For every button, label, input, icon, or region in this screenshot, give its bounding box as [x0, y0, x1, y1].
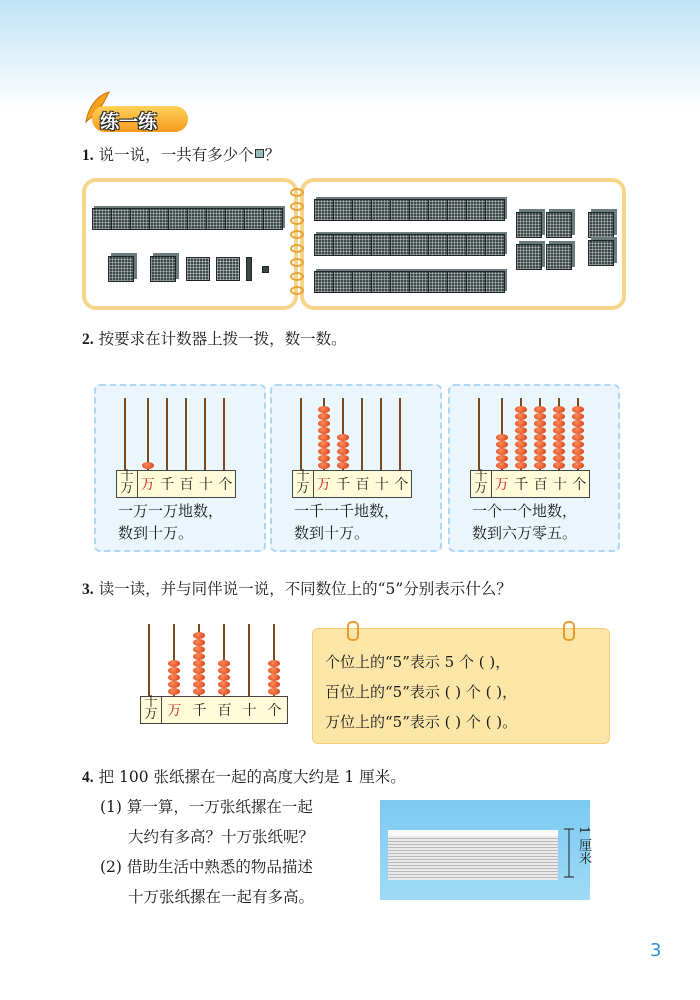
thousand-cube	[333, 271, 353, 293]
sub-question-1a: (1) 算一算，一万张纸摞在一起	[100, 798, 313, 816]
thousand-cube	[466, 271, 486, 293]
counter-3-bead	[496, 441, 508, 448]
thousand-cube	[314, 199, 334, 221]
counter-2-rod	[361, 398, 363, 470]
place-label-qian: 千	[514, 477, 529, 493]
thousand-cube	[206, 208, 226, 230]
place-label-shi_place: 十	[552, 477, 567, 493]
thousand-cube	[263, 208, 283, 230]
question-3-number: 3.	[82, 581, 94, 598]
reading-counter-rod	[148, 624, 150, 696]
fill-line-hundreds: 百位上的“5”表示 ( ) 个 ( )，	[325, 683, 518, 701]
cubes-panel-left	[82, 178, 298, 310]
reading-counter-bead	[193, 674, 205, 681]
thousand-cube	[485, 234, 505, 256]
counter-3-bead	[534, 406, 546, 413]
thousand-cube	[333, 199, 353, 221]
place-label-ge: 个	[218, 477, 233, 493]
thousand-cube	[108, 256, 134, 282]
place-label-qian: 千	[160, 477, 175, 493]
reading-counter-bead	[268, 667, 280, 674]
place-label-place_wan: 万	[140, 477, 155, 493]
place-label-text: 万	[144, 707, 158, 722]
place-label-text: 十	[120, 469, 134, 484]
thousand-cube	[428, 234, 448, 256]
counter-3-bead	[496, 462, 508, 469]
counter-3-bead	[515, 420, 527, 427]
counter-3-bead	[534, 427, 546, 434]
place-label-ten-thousands	[293, 471, 314, 497]
thousand-cube	[244, 208, 264, 230]
counter-2-bead	[318, 420, 330, 427]
thousand-cube	[466, 199, 486, 221]
reading-counter-bead	[168, 688, 180, 695]
height-bracket-icon	[564, 828, 574, 878]
counter-2-bead	[318, 413, 330, 420]
thousand-cube	[314, 271, 334, 293]
counter-3-bead	[515, 455, 527, 462]
counter-1-rod	[223, 398, 225, 470]
reading-counter-bead	[218, 674, 230, 681]
paper-stack	[388, 830, 558, 880]
thousand-cube	[371, 199, 391, 221]
place-label-text: 万	[296, 481, 310, 496]
question-3-text: 读一读，并与同伴说一说，不同数位上的“5”分别表示什么？	[98, 580, 512, 598]
counter-1-rod	[204, 398, 206, 470]
paper-clip-icon	[563, 621, 575, 641]
thousand-cube	[516, 212, 542, 238]
place-label-shi_place: 十	[198, 477, 213, 493]
reading-counter-base	[140, 696, 288, 724]
reading-counter-bead	[268, 674, 280, 681]
place-label-place_wan: 万	[316, 477, 331, 493]
reading-counter-bead	[168, 660, 180, 667]
reading-counter-bead	[268, 660, 280, 667]
thousand-cube	[447, 234, 467, 256]
thousand-cube	[371, 271, 391, 293]
counter-3-bead	[496, 434, 508, 441]
thousand-cube	[333, 234, 353, 256]
reading-counter-bead	[193, 653, 205, 660]
counter-3-bead	[515, 406, 527, 413]
thousand-cube	[352, 271, 372, 293]
counter-1-bead	[142, 462, 154, 469]
sub-question-2b: 十万张纸摞在一起有多高。	[128, 888, 315, 906]
question-2-number: 2.	[82, 331, 94, 348]
counter-3-bead	[534, 420, 546, 427]
counter-3-base	[470, 470, 590, 498]
reading-counter-bead	[193, 632, 205, 639]
thousand-cube	[409, 234, 429, 256]
thousand-cube	[485, 199, 505, 221]
counter-instruction: 数到十万。	[294, 524, 370, 542]
counter-instruction: 一个一个地数，	[472, 502, 578, 520]
height-label: 1 厘米	[576, 826, 591, 865]
question-1	[82, 144, 280, 167]
thousand-cube	[588, 240, 614, 266]
hundred-flat	[186, 257, 210, 281]
place-label-bai: 百	[355, 477, 370, 493]
reading-counter-bead	[193, 639, 205, 646]
fill-in-card	[312, 628, 610, 744]
place-label-text: 十	[144, 695, 158, 710]
reading-counter-bead	[193, 660, 205, 667]
reading-counter-bead	[268, 688, 280, 695]
place-label-ge: 个	[572, 477, 587, 493]
thousand-cube	[225, 208, 245, 230]
fill-line-ones: 个位上的“5”表示 5 个 ( )，	[325, 653, 511, 671]
counter-3-bead	[515, 462, 527, 469]
counter-2-bead	[318, 434, 330, 441]
thousand-cube	[390, 271, 410, 293]
thousand-cube	[352, 234, 372, 256]
place-label-ten-thousands	[141, 697, 162, 723]
reading-counter-bead	[193, 681, 205, 688]
counter-instruction: 一千一千地数，	[294, 502, 400, 520]
counter-2-rod	[380, 398, 382, 470]
page-number: 3	[650, 940, 662, 961]
section-badge	[82, 96, 190, 134]
reading-counter-bead	[218, 660, 230, 667]
place-label-text: 万	[474, 481, 488, 496]
counter-3-rod	[478, 398, 480, 470]
counter-3-bead	[534, 434, 546, 441]
counter-3-bead	[515, 413, 527, 420]
place-label-text: 十	[474, 469, 488, 484]
thousand-cube	[314, 234, 334, 256]
counter-2-rod	[300, 398, 302, 470]
thousand-cube	[428, 271, 448, 293]
unit-cube	[262, 266, 269, 273]
thousand-cube	[187, 208, 207, 230]
thousand-cube	[447, 199, 467, 221]
question-4-text: 把 100 张纸摞在一起的高度大约是 1 厘米。	[98, 768, 406, 786]
reading-counter-bead	[268, 681, 280, 688]
thousand-cube	[516, 244, 542, 270]
thousand-cube	[111, 208, 131, 230]
counter-3-bead	[534, 441, 546, 448]
thousand-cube	[390, 234, 410, 256]
reading-counter-bead	[168, 674, 180, 681]
counter-2-bead	[337, 434, 349, 441]
counter-2-bead	[337, 455, 349, 462]
counter-3-bead	[515, 434, 527, 441]
section-title: 练一练	[100, 111, 158, 133]
counter-instruction: 数到十万。	[118, 524, 194, 542]
place-label-text: 十	[296, 469, 310, 484]
reading-counter-bead	[168, 667, 180, 674]
reading-counter-bead	[218, 688, 230, 695]
question-2	[82, 328, 347, 351]
hundred-flat	[216, 257, 240, 281]
paper-stack-illustration	[380, 800, 590, 900]
counter-2-bead	[318, 406, 330, 413]
binder-rings	[290, 188, 304, 298]
counter-1-rod	[185, 398, 187, 470]
thousand-cube	[546, 212, 572, 238]
counter-2-base	[292, 470, 412, 498]
counter-2-bead	[337, 441, 349, 448]
unit-cube-icon	[255, 149, 264, 158]
counter-2-bead	[337, 462, 349, 469]
counter-1-rod	[147, 398, 149, 470]
counter-2-bead	[318, 455, 330, 462]
place-label-qian: 千	[192, 703, 207, 719]
question-4	[82, 766, 406, 789]
place-label-shi_place: 十	[374, 477, 389, 493]
counter-3-bead	[515, 448, 527, 455]
place-label-place_wan: 万	[494, 477, 509, 493]
counter-2-bead	[318, 448, 330, 455]
question-3	[82, 578, 512, 601]
thousand-cube	[130, 208, 150, 230]
counter-3-bead	[534, 413, 546, 420]
counter-2-bead	[318, 462, 330, 469]
reading-counter-rod	[248, 624, 250, 696]
place-label-qian: 千	[336, 477, 351, 493]
counter-1-rod	[124, 398, 126, 470]
counter-3-bead	[515, 441, 527, 448]
reading-counter-bead	[193, 646, 205, 653]
thousand-cube	[409, 199, 429, 221]
place-label-bai: 百	[533, 477, 548, 493]
counter-3-bead	[534, 462, 546, 469]
counter-instruction: 数到六万零五。	[472, 524, 578, 542]
thousand-cube	[546, 244, 572, 270]
counter-2-rod	[399, 398, 401, 470]
place-label-ten-thousands	[471, 471, 492, 497]
thousand-cube	[428, 199, 448, 221]
counter-3-bead	[515, 427, 527, 434]
place-label-ge: 个	[267, 703, 282, 719]
counter-3-bead	[534, 455, 546, 462]
place-label-bai: 百	[217, 703, 232, 719]
place-label-ten-thousands	[117, 471, 138, 497]
reading-counter-bead	[218, 681, 230, 688]
counter-1-rod	[166, 398, 168, 470]
thousand-cube	[390, 199, 410, 221]
counter-instruction: 一万一万地数，	[118, 502, 224, 520]
thousand-cube	[588, 212, 614, 238]
question-2-text: 按要求在计数器上拨一拨，数一数。	[98, 330, 347, 348]
counter-3-bead	[534, 448, 546, 455]
thousand-cube	[485, 271, 505, 293]
question-1-text: 说一说，一共有多少个	[98, 146, 254, 164]
reading-counter-bead	[193, 688, 205, 695]
place-label-place_wan: 万	[167, 703, 182, 719]
counter-1-base	[116, 470, 236, 498]
place-label-text: 万	[120, 481, 134, 496]
counter-2-bead	[318, 441, 330, 448]
reading-counter-bead	[168, 681, 180, 688]
thousand-cube	[149, 208, 169, 230]
counter-2-bead	[337, 448, 349, 455]
reading-counter-bead	[193, 667, 205, 674]
thousand-cube	[466, 234, 486, 256]
paper-clip-icon	[347, 621, 359, 641]
sub-question-1b: 大约有多高？十万张纸呢？	[128, 828, 315, 846]
thousand-cube	[92, 208, 112, 230]
thousand-cube	[371, 234, 391, 256]
counter-3-bead	[496, 448, 508, 455]
reading-counter-bead	[218, 667, 230, 674]
place-label-bai: 百	[179, 477, 194, 493]
place-label-shi_place: 十	[242, 703, 257, 719]
counter-2-bead	[318, 427, 330, 434]
fill-line-ten-thousands: 万位上的“5”表示 ( ) 个 ( )。	[325, 713, 518, 731]
thousand-cube	[447, 271, 467, 293]
question-1-number: 1.	[82, 147, 94, 164]
ten-rod	[246, 257, 252, 281]
question-4-number: 4.	[82, 769, 94, 786]
place-label-ge: 个	[394, 477, 409, 493]
thousand-cube	[150, 256, 176, 282]
thousand-cube	[409, 271, 429, 293]
thousand-cube	[352, 199, 372, 221]
question-1-mark: ？	[264, 146, 281, 164]
counter-3-bead	[496, 455, 508, 462]
thousand-cube	[168, 208, 188, 230]
sub-question-2a: (2) 借助生活中熟悉的物品描述	[100, 858, 313, 876]
